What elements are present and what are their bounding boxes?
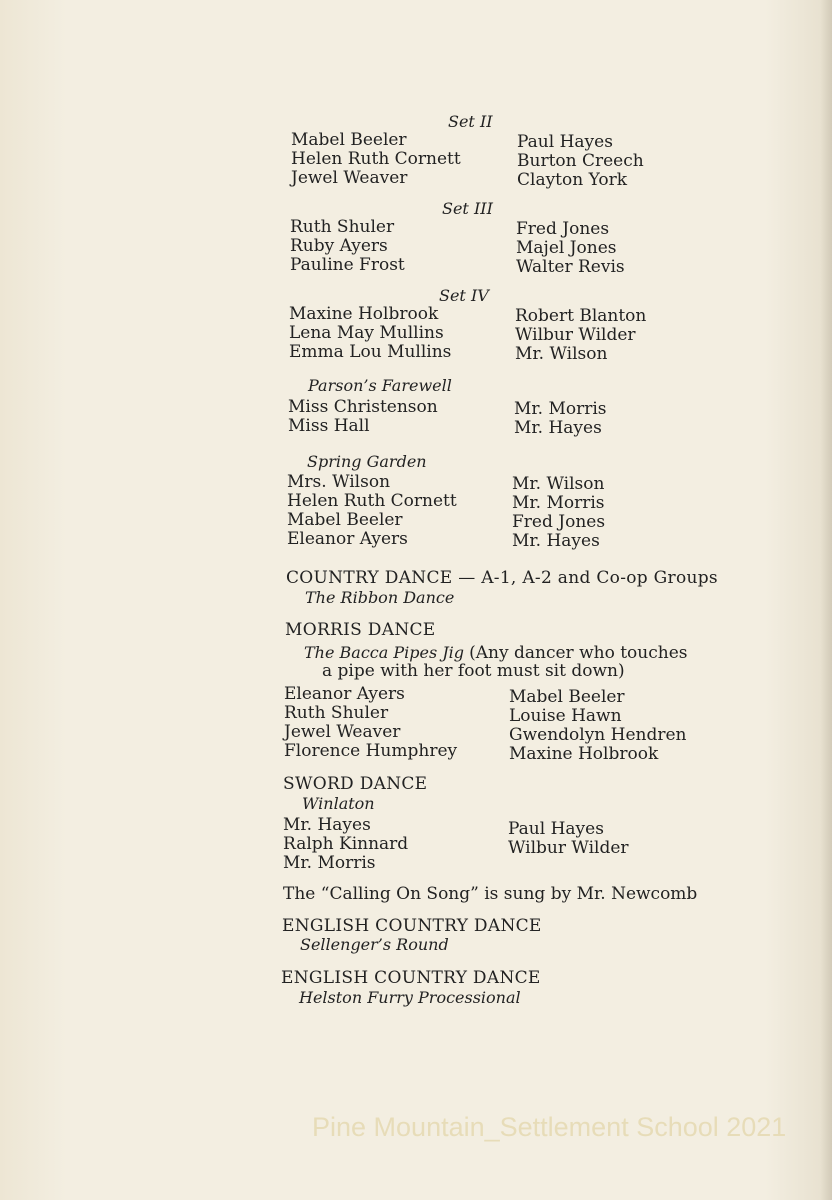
page-fold-shadow [820, 0, 832, 1200]
dancer-name: Maxine Holbrook [289, 304, 439, 324]
dancer-name: Mr. Morris [514, 399, 607, 419]
dancer-name: Mr. Morris [512, 493, 605, 513]
morris-dance-sub [304, 643, 688, 663]
dancer-name: Fred Jones [516, 219, 610, 239]
dancer-name: Pauline Frost [290, 255, 405, 275]
dancer-name: Ralph Kinnard [283, 834, 409, 854]
dancer-name: Mrs. Wilson [287, 472, 391, 492]
set-iii-title: Set III [442, 199, 493, 218]
parsons-right-names [514, 400, 607, 438]
dancer-name: Jewel Weaver [284, 722, 401, 742]
morris-left-names [284, 685, 457, 761]
dancer-name: Mr. Morris [283, 853, 376, 873]
dancer-name: Helen Ruth Cornett [291, 149, 461, 169]
spring-garden-title: Spring Garden [307, 452, 427, 471]
dancer-name: Lena May Mullins [289, 323, 444, 343]
dancer-name: Louise Hawn [509, 706, 622, 726]
english-country-dance-heading: ENGLISH COUNTRY DANCE [281, 968, 541, 988]
dancer-name: Ruth Shuler [284, 703, 389, 723]
calling-on-song-note: The “Calling On Song” is sung by Mr. Newcomb [283, 884, 698, 904]
sword-dance-heading: SWORD DANCE [283, 774, 428, 794]
dancer-name: Burton Creech [517, 151, 644, 171]
dancer-name: Wilbur Wilder [515, 325, 636, 345]
spring-right-names [512, 475, 605, 551]
morris-sub-title: The Bacca Pipes Jig [304, 643, 465, 662]
dancer-name: Eleanor Ayers [287, 529, 408, 549]
set-ii-title: Set II [448, 112, 493, 131]
morris-sub-note-continued: a pipe with her foot must sit down) [322, 661, 625, 681]
dancer-name: Mr. Hayes [512, 531, 600, 551]
morris-right-names [509, 688, 687, 764]
english-country-dance-sub: Helston Furry Processional [299, 988, 521, 1007]
dancer-name: Emma Lou Mullins [289, 342, 452, 362]
watermark: Pine Mountain_Settlement School 2021 [312, 1112, 787, 1142]
dancer-name: Miss Hall [288, 416, 370, 436]
sword-right-names [508, 820, 629, 858]
sword-left-names [283, 816, 408, 873]
parsons-left-names [288, 398, 438, 436]
dancer-name: Clayton York [517, 170, 628, 190]
dancer-name: Wilbur Wilder [508, 838, 629, 858]
dancer-name: Robert Blanton [515, 306, 647, 326]
dancer-name: Walter Revis [516, 257, 625, 277]
dancer-name: Majel Jones [516, 238, 617, 258]
dancer-name: Mabel Beeler [509, 687, 625, 707]
dancer-name: Paul Hayes [508, 819, 604, 839]
dancer-name: Mabel Beeler [291, 130, 407, 150]
dancer-name: Ruth Shuler [290, 217, 395, 237]
dancer-name: Mabel Beeler [287, 510, 403, 530]
dancer-name: Helen Ruth Cornett [287, 491, 457, 511]
set-ii-right-names [517, 133, 644, 190]
english-country-dance-heading: ENGLISH COUNTRY DANCE [282, 916, 542, 936]
dancer-name: Maxine Holbrook [509, 744, 659, 764]
set-iii-right-names [516, 220, 625, 277]
dancer-name: Miss Christenson [288, 397, 438, 417]
dancer-name: Florence Humphrey [284, 741, 458, 761]
dancer-name: Eleanor Ayers [284, 684, 405, 704]
dancer-name: Jewel Weaver [291, 168, 408, 188]
dancer-name: Mr. Wilson [515, 344, 608, 364]
spring-left-names [287, 473, 457, 549]
set-iv-left-names [289, 305, 451, 362]
morris-sub-note: (Any dancer who touches [469, 643, 688, 663]
english-country-dance-sub: Sellenger’s Round [300, 935, 449, 954]
dancer-name: Fred Jones [512, 512, 606, 532]
parsons-farewell-title: Parson’s Farewell [308, 376, 452, 395]
country-dance-sub: The Ribbon Dance [305, 588, 455, 607]
set-ii-left-names [291, 131, 461, 188]
set-iv-title: Set IV [439, 286, 489, 305]
dancer-name: Gwendolyn Hendren [509, 725, 687, 745]
morris-dance-heading: MORRIS DANCE [285, 620, 436, 640]
dancer-name: Mr. Hayes [283, 815, 371, 835]
dancer-name: Mr. Hayes [514, 418, 602, 438]
dancer-name: Ruby Ayers [290, 236, 388, 256]
set-iii-left-names [290, 218, 405, 275]
dancer-name: Paul Hayes [517, 132, 613, 152]
set-iv-right-names [515, 307, 646, 364]
country-dance-heading: COUNTRY DANCE — A-1, A-2 and Co-op Groups [286, 568, 718, 588]
dancer-name: Mr. Wilson [512, 474, 605, 494]
sword-dance-sub: Winlaton [302, 794, 375, 813]
